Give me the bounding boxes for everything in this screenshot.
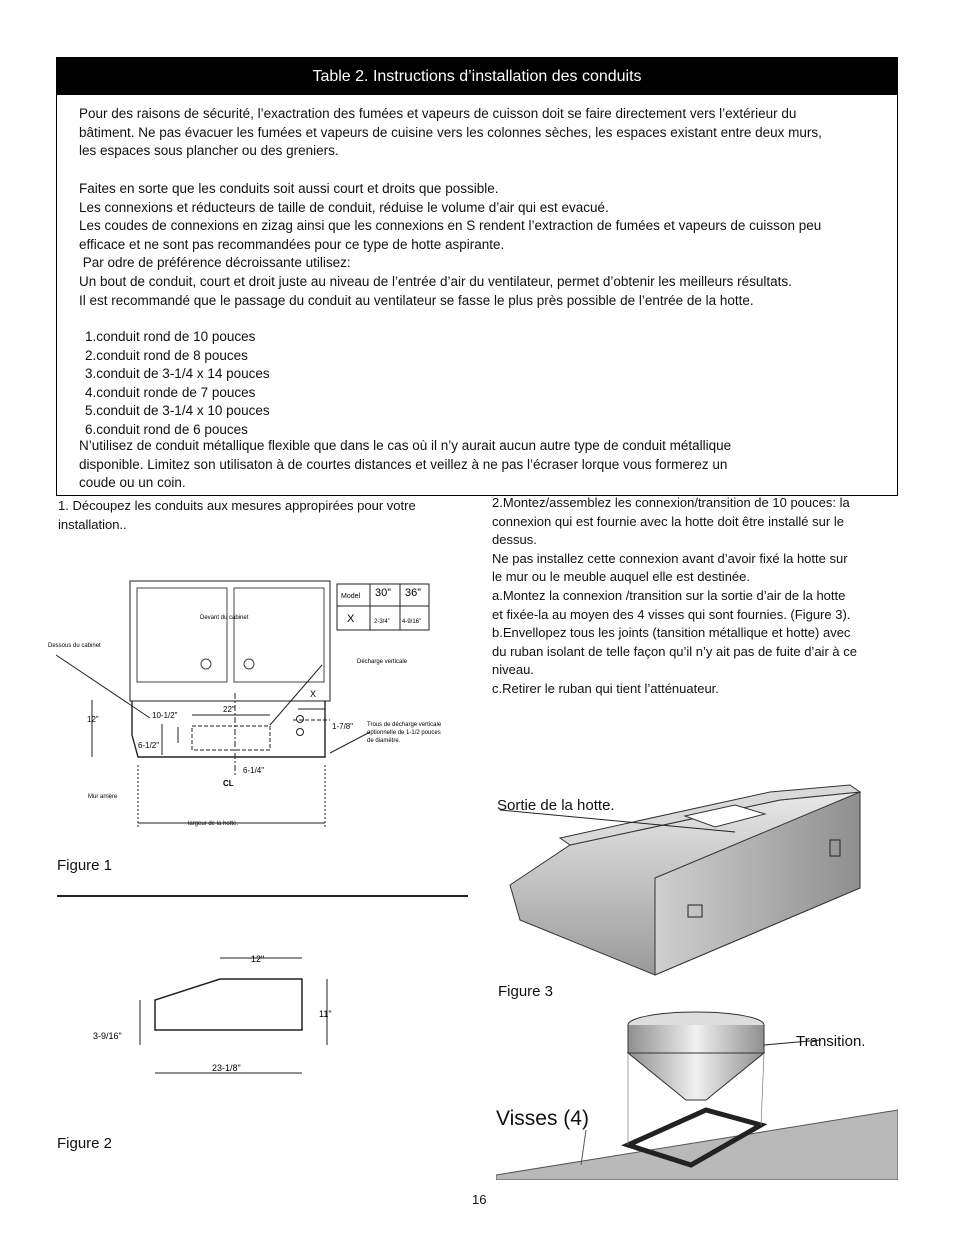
text-line: connexion qui est fournie avec la hotte doit être installé sur le: [492, 513, 844, 529]
transition-collar: [628, 1025, 764, 1053]
text-line: les espaces sous plancher ou des greniers.: [79, 143, 339, 159]
text-line: le mur ou le meuble auquel elle est destinée.: [492, 569, 750, 585]
text-line: N’utilisez de conduit métallique flexible que dans le cas où il n’y aurait aucun autre type de conduit métallique: [79, 438, 732, 453]
screws-label: Visses (4): [496, 1107, 589, 1130]
text-line: 1. Découpez les conduits aux mesures appropirées pour votre: [58, 498, 416, 513]
text-line: Faites en sorte que les conduits soit aussi court et droits que possible.: [79, 181, 499, 196]
text-line: Les coudes de connexions en zizag ainsi que les connexions en S rendent l’extraction de fumées et vapeurs de cuisson peu: [79, 218, 822, 234]
leader-line: [330, 732, 370, 753]
model-col1: 30”: [375, 587, 391, 599]
label-holes: optionnelle de 1-1/2 pouces: [367, 730, 441, 736]
step-1-text: [58, 497, 458, 534]
list-item: 4.conduit ronde de 7 pouces: [85, 384, 256, 400]
text-line: b.Envellopez tous les joints (tansition métallique et hotte) avec: [492, 625, 851, 641]
dim-10-5: 10-1/2": [152, 711, 178, 720]
dim-12: 12": [87, 715, 99, 724]
text-line: bâtiment. Ne pas évacuer les fumées et vapeurs de cuisine vers les colonnes sèches, les espaces existant entre deux murs,: [79, 124, 822, 140]
safety-paragraph: [79, 105, 879, 161]
page-number: 16: [472, 1192, 487, 1207]
text-line: Ne pas installez cette connexion avant d’avoir fixé la hotte sur: [492, 550, 848, 566]
instructions-table: [56, 57, 898, 496]
dim-6-5: 6-1/2": [138, 741, 160, 750]
hood-outlet-label: Sortie de la hotte.: [497, 797, 615, 814]
transition-label: Transition.: [796, 1033, 866, 1050]
dim-x: X: [310, 689, 317, 699]
list-item: 5.conduit de 3-1/4 x 10 pouces: [85, 403, 270, 419]
label-hood-width: largeur de la hotte.: [188, 821, 239, 827]
figure-3-label: Figure 3: [498, 983, 554, 1000]
text-line: 2.Montez/assemblez les connexion/transition de 10 pouces: la: [492, 495, 850, 510]
text-line: a.Montez la connexion /transition sur la sortie d’air de la hotte: [492, 587, 846, 603]
cabinet-door-left: [137, 588, 227, 682]
model-col2: 36”: [405, 587, 421, 599]
list-item: 1.conduit rond de 10 pouces: [85, 329, 256, 344]
table-title: Table 2. Instructions d’installation des conduits: [57, 58, 897, 95]
text-line: installation..: [58, 516, 127, 532]
step-2-text: [492, 494, 892, 699]
dim-right: 11": [319, 1009, 332, 1019]
duct-preference-list: [85, 328, 270, 440]
label-cabinet-underside: Dessous du cabinet: [48, 643, 101, 649]
model-val1: 2-3/4”: [374, 619, 390, 625]
knob-left: [201, 659, 211, 669]
dim-bottom: 23-1/8": [212, 1063, 241, 1073]
section-divider: [57, 895, 468, 897]
guide-line: [761, 1053, 764, 1125]
list-item: 6.conduit rond de 6 pouces: [85, 421, 248, 437]
text-line: Il est recommandé que le passage du conduit au ventilateur se fasse le plus près possible de l’entrée de la hotte.: [79, 292, 754, 308]
figure-2-label: Figure 2: [57, 1135, 113, 1152]
dim-left: 3-9/16": [93, 1031, 122, 1041]
figure-2-diagram: [85, 945, 345, 1080]
text-line: coude ou un coin.: [79, 475, 186, 491]
flexible-duct-paragraph: [79, 437, 879, 493]
text-line: du ruban isolant de telle façon qu’il n’y ait pas de fuite d’air à ce: [492, 643, 857, 659]
duct-paragraph: [79, 180, 879, 310]
knob-right: [244, 659, 254, 669]
list-item: 2.conduit rond de 8 pouces: [85, 347, 248, 363]
model-val2: 4-9/16”: [402, 619, 422, 625]
text-line: Les connexions et réducteurs de taille de conduit, réduise le volume d’air qui est evacué.: [79, 199, 609, 215]
text-line: Un bout de conduit, court et droit juste au niveau de l’entrée d’air du ventilateur, permet d’obtenir les meilleurs résultats.: [79, 273, 792, 289]
text-line: et fixée-la au moyen des 4 visses qui sont fournies. (Figure 3).: [492, 606, 851, 622]
hole-1: [297, 716, 304, 723]
label-vertical-discharge: Décharge verticale: [357, 659, 408, 665]
figure-1-label: Figure 1: [57, 857, 113, 874]
model-header: Model: [341, 593, 361, 600]
centerline-label: CL: [223, 779, 234, 788]
vertical-discharge-opening: [192, 726, 270, 750]
hole-2: [297, 729, 304, 736]
model-row-label: X: [347, 613, 355, 625]
text-line: Par odre de préférence décroissante utilisez:: [79, 255, 351, 271]
dim-6-1-4: 6-1/4": [243, 766, 265, 775]
duct-template-shape: [155, 979, 302, 1030]
text-line: disponible. Limitez son utilisaton à de courtes distances et veillez à ne pas l’écraser lorque vous formerez un: [79, 456, 728, 472]
transition-cone: [628, 1053, 764, 1100]
text-line: Pour des raisons de sécurité, l’exactration des fumées et vapeurs de cuisson doit se faire directement vers l’extérieur du: [79, 106, 797, 121]
text-line: dessus.: [492, 532, 537, 548]
figure-3-transition: [496, 1005, 898, 1180]
dim-1-7-8: 1-7/8": [332, 722, 354, 731]
label-cabinet-front: Devant du cabinet: [200, 615, 249, 621]
text-line: efficace et ne sont pas recommandées pour ce type de hotte aspirante.: [79, 236, 505, 252]
text-line: niveau.: [492, 662, 534, 678]
label-holes: de diamètre.: [367, 738, 401, 744]
figure-1-diagram: [40, 575, 460, 835]
label-back-wall: Mur arrière: [88, 794, 118, 800]
dim-22: 22": [223, 705, 235, 714]
dim-top: 12": [251, 954, 265, 964]
cabinet-door-right: [234, 588, 324, 682]
leader-line: [56, 655, 150, 718]
cabinet-outline: [130, 581, 330, 701]
list-item: 3.conduit de 3-1/4 x 14 pouces: [85, 366, 270, 382]
label-holes: Trous de décharge verticale: [367, 722, 442, 728]
text-line: c.Retirer le ruban qui tient l’atténuateur.: [492, 680, 719, 696]
screw-leader: [581, 1130, 586, 1165]
